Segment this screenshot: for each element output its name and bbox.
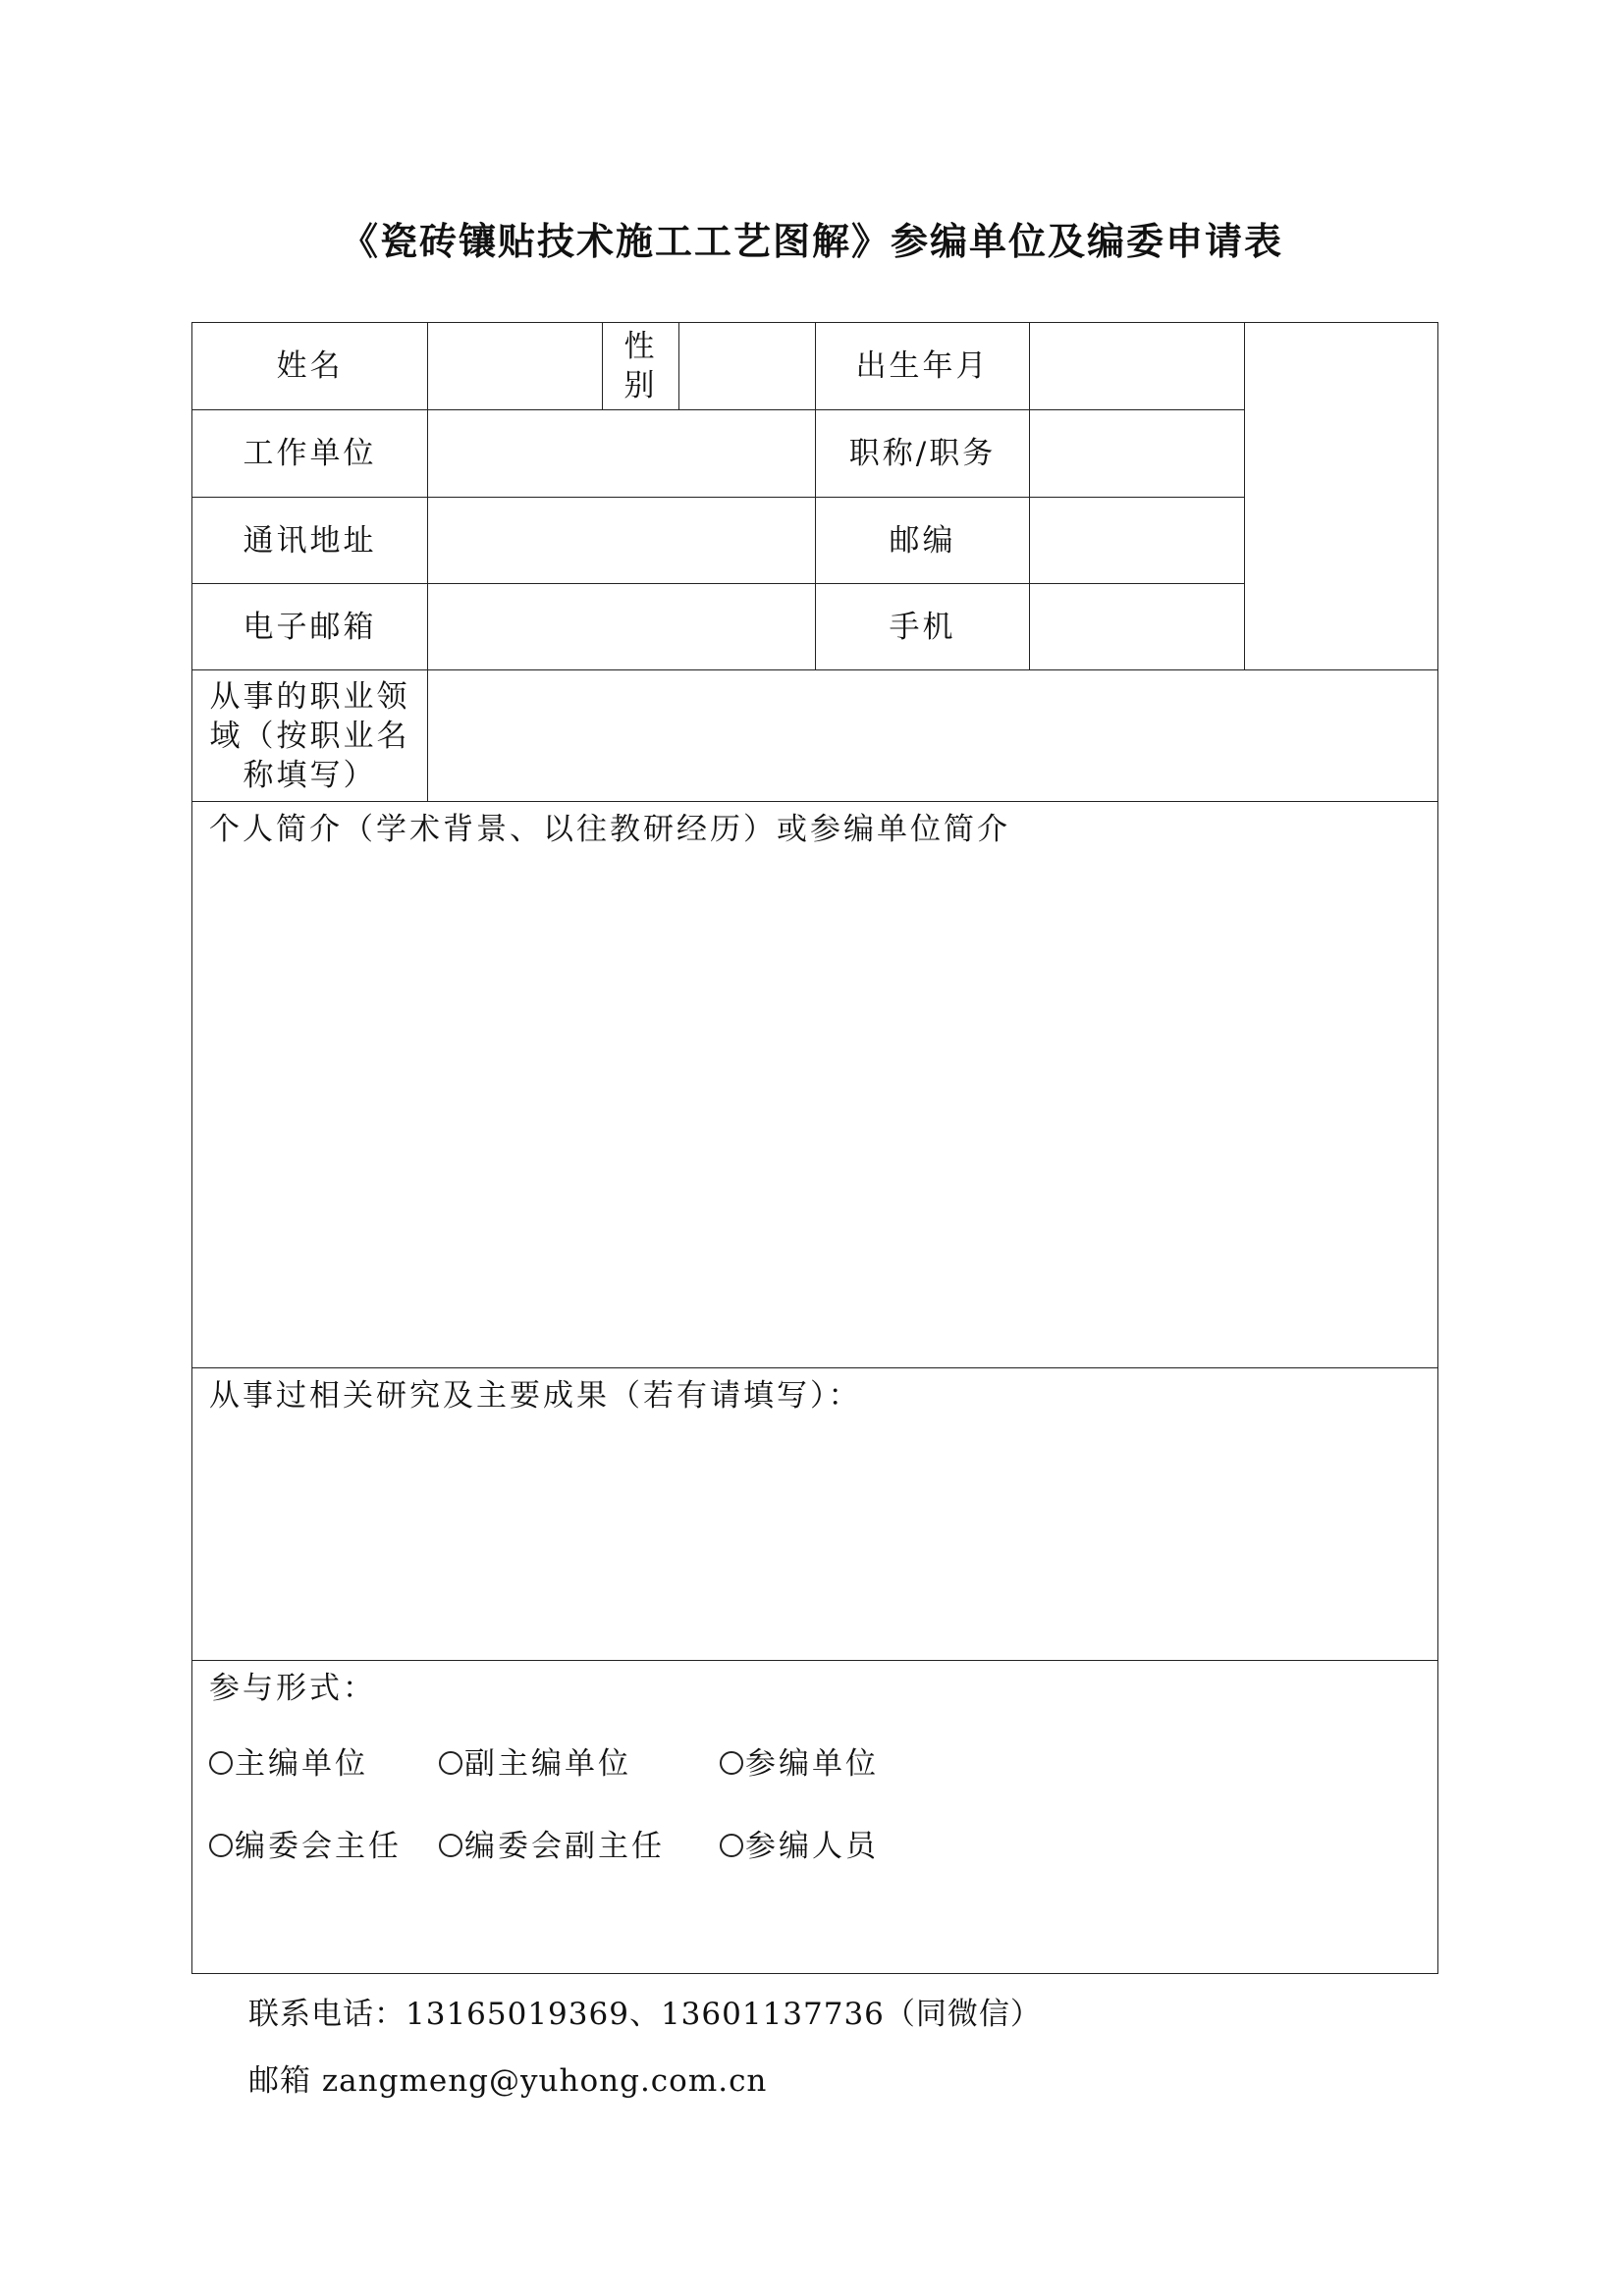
option-label: 参编人员: [745, 1829, 879, 1864]
option-label: 编委会副主任: [464, 1829, 665, 1864]
birth-input-cell[interactable]: [1030, 323, 1245, 410]
research-label: 从事过相关研究及主要成果（若有请填写）：: [209, 1378, 862, 1414]
name-input-cell[interactable]: [428, 323, 603, 410]
field-label-cell: [192, 670, 428, 802]
address-label: 通讯地址: [243, 522, 377, 559]
radio-circle-icon[interactable]: [209, 1834, 233, 1857]
option-participating-staff[interactable]: [720, 1827, 879, 1866]
research-cell[interactable]: [192, 1368, 1437, 1661]
work-unit-label-cell: [192, 410, 428, 498]
option-label: 参编单位: [745, 1746, 879, 1782]
radio-circle-icon[interactable]: [720, 1834, 743, 1857]
option-label: 副主编单位: [464, 1746, 631, 1782]
postcode-label: 邮编: [889, 522, 956, 559]
field-label-line1: 从事的职业领: [209, 678, 410, 715]
field-label-line2: 域（按职业名: [209, 718, 410, 754]
mobile-input-cell[interactable]: [1030, 584, 1245, 670]
option-label: 编委会主任: [235, 1829, 402, 1864]
radio-circle-icon[interactable]: [439, 1751, 462, 1775]
contact-phone: 联系电话：13165019369、13601137736（同微信）: [248, 1997, 1042, 2032]
job-title-label-cell: [816, 410, 1030, 498]
option-deputy-editor-unit[interactable]: [439, 1744, 631, 1784]
mobile-label: 手机: [889, 609, 956, 645]
intro-cell[interactable]: [192, 802, 1437, 1368]
mobile-label-cell: [816, 584, 1030, 670]
work-unit-label: 工作单位: [243, 436, 377, 471]
email-input-cell[interactable]: [428, 584, 816, 670]
work-unit-input-cell[interactable]: [428, 410, 816, 498]
gender-label-line2: 别: [623, 368, 658, 403]
option-committee-deputy-director[interactable]: [439, 1827, 665, 1866]
email-label-cell: [192, 584, 428, 670]
radio-circle-icon[interactable]: [439, 1834, 462, 1857]
email-label: 电子邮箱: [243, 609, 377, 645]
gender-input-cell[interactable]: [679, 323, 816, 410]
application-form-table: [191, 322, 1438, 1974]
birth-label: 出生年月: [855, 348, 990, 384]
option-chief-editor-unit[interactable]: [209, 1744, 368, 1784]
photo-cell[interactable]: [1245, 323, 1437, 670]
field-label-line3: 称填写）: [243, 757, 377, 793]
name-label: 姓名: [276, 348, 344, 384]
participation-label: 参与形式：: [209, 1671, 376, 1706]
contact-email: 邮箱 zangmeng@yuhong.com.cn: [248, 2063, 768, 2099]
postcode-input-cell[interactable]: [1030, 498, 1245, 584]
job-title-input-cell[interactable]: [1030, 410, 1245, 498]
gender-label-line1: 性: [623, 329, 658, 364]
intro-label: 个人简介（学术背景、以往教研经历）或参编单位简介: [209, 812, 1010, 847]
postcode-label-cell: [816, 498, 1030, 584]
option-label: 主编单位: [235, 1746, 368, 1782]
field-input-cell[interactable]: [428, 670, 1437, 802]
address-label-cell: [192, 498, 428, 584]
name-label-cell: [192, 323, 428, 410]
job-title-label: 职称/职务: [848, 436, 997, 471]
gender-label-cell: [603, 323, 679, 410]
birth-label-cell: [816, 323, 1030, 410]
participation-options: [209, 1744, 1387, 1882]
radio-circle-icon[interactable]: [209, 1751, 233, 1775]
option-committee-director[interactable]: [209, 1827, 402, 1866]
address-input-cell[interactable]: [428, 498, 816, 584]
form-title: 《瓷砖镶贴技术施工工艺图解》参编单位及编委申请表: [340, 219, 1283, 263]
option-participating-unit[interactable]: [720, 1744, 879, 1784]
radio-circle-icon[interactable]: [720, 1751, 743, 1775]
